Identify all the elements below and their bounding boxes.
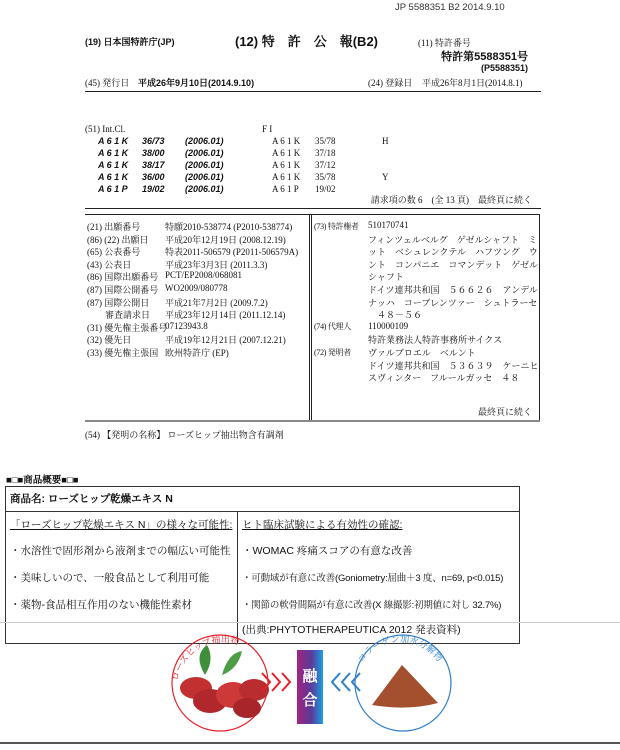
intcl-version: (2006.01): [185, 136, 224, 146]
intcl-class: A 6 1 P: [98, 184, 128, 194]
continued-note: 最終頁に続く: [477, 407, 532, 417]
intcl-class: A 6 1 K: [98, 160, 129, 170]
fi-class: A 6 1 K: [272, 136, 301, 146]
fi-group: 19/02: [315, 184, 336, 194]
clinical-title: ヒト臨床試験による有効性の確認:: [242, 519, 403, 531]
biblio-label: (31) 優先権主張番号: [87, 322, 168, 333]
biblio-label: (86) 国際出願番号: [87, 272, 159, 283]
fi-group: 35/78: [315, 172, 336, 182]
party-line: ット ベシュレンクテル ハフツング ウ: [368, 247, 538, 258]
intcl-class: A 6 1 K: [98, 172, 129, 182]
intcl-version: (2006.01): [185, 148, 224, 158]
fi-group: 35/78: [315, 136, 336, 146]
biblio-value: 特願2010-538774 (P2010-538774): [165, 222, 293, 232]
biblio-value: PCT/EP2008/068081: [165, 270, 243, 281]
biblio-label: (87) 国際公開日: [87, 297, 150, 308]
collagen-powder-image: [372, 665, 438, 708]
intcl-version: (2006.01): [185, 184, 224, 194]
fusion-bar: [297, 650, 323, 724]
reg-label: (24) 登録日: [368, 78, 413, 88]
party-line: 110000109: [368, 320, 409, 331]
feature-item: ・水溶性で固形剤から液剤までの幅広い可能性: [10, 545, 231, 557]
biblio-value: 平成19年12月21日 (2007.12.21): [165, 335, 286, 346]
party-line: ント コンパニエ コマンデット ゲゼル: [368, 259, 539, 270]
party-line: 510170741: [368, 220, 409, 230]
party-line: 特許業務法人特許事務所サイクス: [368, 335, 503, 346]
biblio-value: 平成23年3月3日 (2011.3.3): [165, 259, 268, 270]
divider: [85, 91, 541, 92]
issue-label: (45) 発行日: [85, 78, 130, 88]
biblio-label: (65) 公表番号: [87, 247, 141, 258]
column-divider: [309, 215, 312, 420]
biblio-value: 特表2011-506579 (P2011-506579A): [165, 247, 299, 258]
publication-kind: (12) 特 許 公 報(B2): [235, 34, 379, 49]
biblio-value: WO2009/080778: [165, 283, 228, 293]
intcl-group: 19/02: [142, 184, 165, 194]
features-title: 「ローズヒップ乾燥エキス N」の様々な可能性:: [10, 519, 233, 531]
biblio-value: 07123943.8: [165, 320, 208, 331]
fusion-char: 融: [302, 667, 318, 685]
intcl-group: 36/73: [142, 136, 165, 146]
party-label: (72) 発明者: [314, 347, 351, 357]
party-line: ナッハ コーブレンツァー シュトラーセ: [368, 297, 538, 308]
box-right-border: [539, 215, 540, 420]
doc-id: JP 5588351 B2 2014.9.10: [395, 2, 505, 13]
party-label: (73) 特許権者: [314, 221, 359, 231]
collagen-label: コラーゲン加水分解物: [356, 634, 444, 665]
patent-number-p: (P5588351): [480, 63, 528, 73]
fusion-char: 合: [302, 691, 318, 709]
intcl-version: (2006.01): [185, 160, 224, 170]
biblio-value: 欧州特許庁 (EP): [165, 348, 229, 358]
intcl-class: A 6 1 K: [98, 148, 129, 158]
fi-class: A 6 1 K: [272, 148, 301, 158]
fi-subcode: Y: [382, 172, 389, 182]
fi-class: A 6 1 K: [272, 160, 301, 170]
party-label: (74) 代理人: [314, 322, 351, 332]
invention-title: (54) 【発明の名称】 ローズヒップ抽出物含有調剤: [85, 430, 284, 440]
fi-label: F I: [262, 124, 273, 134]
clinical-source: (出典:PHYTOTHERAPEUTICA 2012 発表資料): [242, 624, 461, 636]
claims-count: 請求項の数 6 (全 13 頁) 最終頁に続く: [370, 195, 532, 205]
fi-group: 37/18: [315, 148, 336, 158]
party-line: ４８－５６: [368, 310, 423, 321]
party-line: ドイツ連邦共和国 ５３６３９ ケーニヒ: [368, 360, 539, 371]
issue-date: 平成26年9月10日(2014.9.10): [138, 78, 255, 88]
product-summary-table: [5, 486, 520, 644]
intcl-version: (2006.01): [185, 172, 224, 182]
summary-heading: ■□■商品概要■□■: [6, 475, 79, 486]
intcl-group: 38/17: [142, 160, 165, 170]
clinical-item: ・関節の軟骨間隔が有意に改善(X 線撮影:初期値に対し 32.7%): [242, 600, 502, 611]
biblio-label: 審査請求日: [87, 310, 151, 321]
fusion-figure: [0, 622, 620, 744]
fi-class: A 6 1 K: [272, 172, 301, 182]
bibliographic-box: [85, 214, 540, 422]
office: (19) 日本国特許庁(JP): [85, 37, 175, 47]
biblio-label: (33) 優先権主張国: [87, 348, 159, 358]
party-line: フィンツェルベルグ ゲゼルシャフト ミ: [368, 234, 538, 245]
biblio-value: 平成20年12月19日 (2008.12.19): [165, 234, 286, 245]
party-line: シャフト: [368, 272, 404, 283]
patent-number: 特許第5588351号: [441, 51, 528, 63]
fi-subcode: H: [382, 136, 389, 146]
product-name-text: 商品名: ローズヒップ乾燥エキス N: [10, 493, 173, 505]
biblio-label: (43) 公表日: [87, 259, 132, 270]
rosehip-label: ローズヒップ抽出物: [171, 634, 241, 682]
feature-item: ・美味しいので、一般食品として利用可能: [10, 572, 210, 584]
biblio-label: (32) 優先日: [87, 335, 132, 346]
clinical-item: ・WOMAC 疼痛スコアの有意な改善: [242, 545, 413, 557]
party-line: ドイツ連邦共和国 ５６６２６ アンデル: [368, 285, 538, 295]
party-line: スヴィンター フルールガッセ ４８: [368, 373, 520, 384]
fi-class: A 6 1 P: [272, 184, 299, 194]
intcl-group: 36/00: [142, 172, 165, 182]
clinical-item: ・可動域が有意に改善(Goniometry:屈曲＋3 度、n=69, p<0.015): [242, 573, 504, 584]
biblio-label: (21) 出願番号: [87, 222, 141, 232]
biblio-label: (87) 国際公開番号: [87, 285, 159, 295]
product-name: [6, 487, 520, 512]
reg-date: 平成26年8月1日(2014.8.1): [422, 78, 523, 88]
fi-group: 37/12: [315, 160, 336, 170]
intcl-class: A 6 1 K: [98, 136, 129, 146]
intcl-label: (51) Int.Cl.: [85, 124, 126, 134]
divider: [85, 208, 541, 209]
party-line: ヴァルブロエル ベルント: [368, 348, 476, 358]
biblio-label: (86) (22) 出願日: [87, 234, 149, 245]
biblio-value: 平成21年7月2日 (2009.7.2): [165, 297, 268, 308]
biblio-value: 平成23年12月14日 (2011.12.14): [165, 310, 286, 321]
intcl-group: 38/00: [142, 148, 165, 158]
feature-item: ・薬物-食品相互作用のない機能性素材: [10, 599, 192, 611]
patent-number-label: (11) 特許番号: [418, 38, 471, 48]
